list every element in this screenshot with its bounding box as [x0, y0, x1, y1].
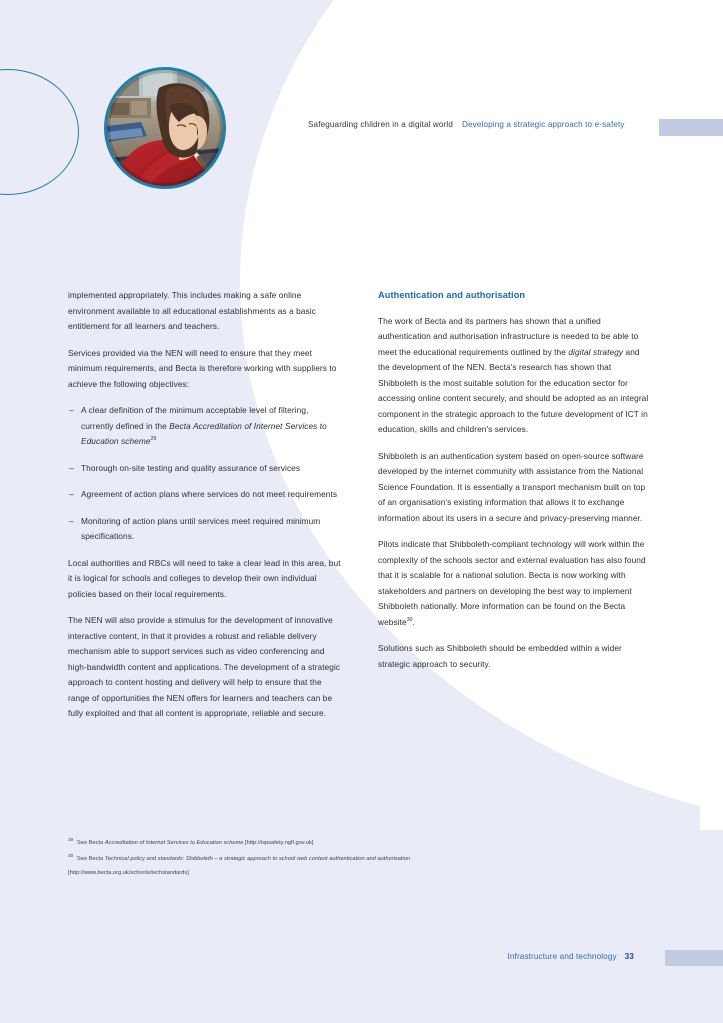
footnote-body [68, 840, 314, 846]
paragraph-shibboleth-description: Shibboleth is an authentication system based on open-source software developed by the internet community with assistance from the National Science Foundation. It is essentially a transport mechanism built on top of an organisation's existing information that allows it to exchange information about its users in a secure and privacy-preserving manner. [378, 450, 646, 523]
paragraph-services: Services provided via the NEN will need to ensure that they meet minimum requirements, and Becta is therefore working with suppliers to achieve the following objectives: [68, 347, 337, 389]
footnote-italic-title: Technical policy and standards: Shibboleth – a strategic approach to school web content authentication and authorisation [104, 856, 411, 862]
header-colour-swatch [659, 119, 723, 136]
footnote-url[interactable]: [http://www.becta.org.uk/schools/techstandards] [68, 870, 189, 876]
bullet-italic-title: Becta Accreditation of Internet Services to Education scheme [81, 420, 327, 446]
bullet-item [68, 403, 342, 450]
footer-colour-swatch [665, 950, 723, 966]
footnote-marker: 29 [68, 837, 74, 842]
bullet-item [68, 461, 342, 477]
footnote-url[interactable]: [http://ispsafety.ngfl.gov.uk] [243, 840, 314, 846]
footnote-text-before: See Becta [77, 840, 105, 846]
footnote-30 [68, 854, 628, 879]
paragraph-local-authorities: Local authorities and RBCs will need to take a clear lead in this area, but it is logical for schools and colleges to develop their own individual policies based on their local requirements. [68, 557, 341, 599]
bullet-item [68, 514, 342, 545]
bullet-item [68, 487, 342, 503]
paragraph-pilots-part1: Pilots indicate that Shibboleth-compliant technology will work within the complexity of the schools sector and external evaluation has also found that it is scalable for a national solution. Becta is now working with stakeholders and partners on developing the best way to implement Shibboleth nationally. More information can be found on the Becta website [378, 539, 646, 627]
paragraph-solutions: Solutions such as Shibboleth should be embedded within a wider strategic approach to security. [378, 643, 622, 669]
paragraph-becta-work-part2: and the development of the NEN. Becta's research has shown that Shibboleth is the most suitable solution for the education sector for accessing online content securely, and should be adopted as an integral component in the strategic approach to the future development of ICT in education, skills and children's services. [378, 346, 649, 434]
bullet-text-before: Monitoring of action plans until services meet required minimum specifications. [81, 515, 321, 541]
paragraph-continued: implemented appropriately. This includes making a safe online environment available to all educational establishments as a basic entitlement for all learners and teachers. [68, 290, 316, 331]
paragraph-nen-stimulus: The NEN will also provide a stimulus for the development of innovative interactive content, in that it provides a robust and reliable delivery mechanism able to support services such as video conferencing and high-bandwidth content and applications. The development of a strategic approach to content hosting and delivery will help to ensure that the range of opportunities the NEN offers for learners and teachers can be fully exploited and that all content is appropriate, reliable and secure. [68, 615, 341, 718]
footnote-body [68, 856, 628, 879]
footnotes-block [68, 838, 628, 884]
footnote-italic-title: Accreditation of Internet Services to Education scheme [104, 840, 244, 846]
running-header-doc-title: Safeguarding children in a digital world [308, 120, 454, 129]
paragraph-pilots [378, 537, 652, 630]
digital-strategy-italic: digital strategy [568, 346, 624, 357]
bullet-text-before: A clear definition of the minimum acceptable level of filtering, currently defined in the [81, 405, 309, 431]
objectives-bullet-list [68, 403, 342, 545]
paragraph-becta-work-part1: The work of Becta and its partners has shown that a unified authentication and authorisation infrastructure is needed to be able to meet the educational requirements outlined by the [378, 315, 639, 357]
footnote-ref-29[interactable]: 29 [150, 436, 157, 443]
left-text-column [68, 288, 342, 733]
decorative-outline-circle [0, 69, 79, 195]
decorative-white-top-fill [430, 0, 723, 40]
bullet-text-before: Agreement of action plans where services do not meet requirements [81, 489, 338, 499]
page-number: 33 [624, 952, 634, 961]
child-writing-photo-illustration [107, 70, 223, 186]
section-heading-authentication: Authentication and authorisation [378, 290, 526, 300]
paragraph-becta-work [378, 314, 652, 438]
footnote-29 [68, 838, 628, 849]
header-photo [104, 67, 226, 189]
paragraph-pilots-part2: . [412, 616, 415, 627]
right-text-column [378, 288, 652, 683]
footnote-ref-30[interactable]: 30 [406, 616, 413, 623]
footer-section-label: Infrastructure and technology [507, 952, 617, 961]
page-footer [508, 952, 635, 961]
running-header [308, 120, 625, 129]
bullet-text-before: Thorough on-site testing and quality assurance of services [81, 462, 301, 473]
footnote-text-before: See Becta [77, 856, 105, 862]
footnote-marker: 30 [68, 853, 74, 858]
running-header-subtitle: Developing a strategic approach to e-safety [462, 120, 625, 129]
